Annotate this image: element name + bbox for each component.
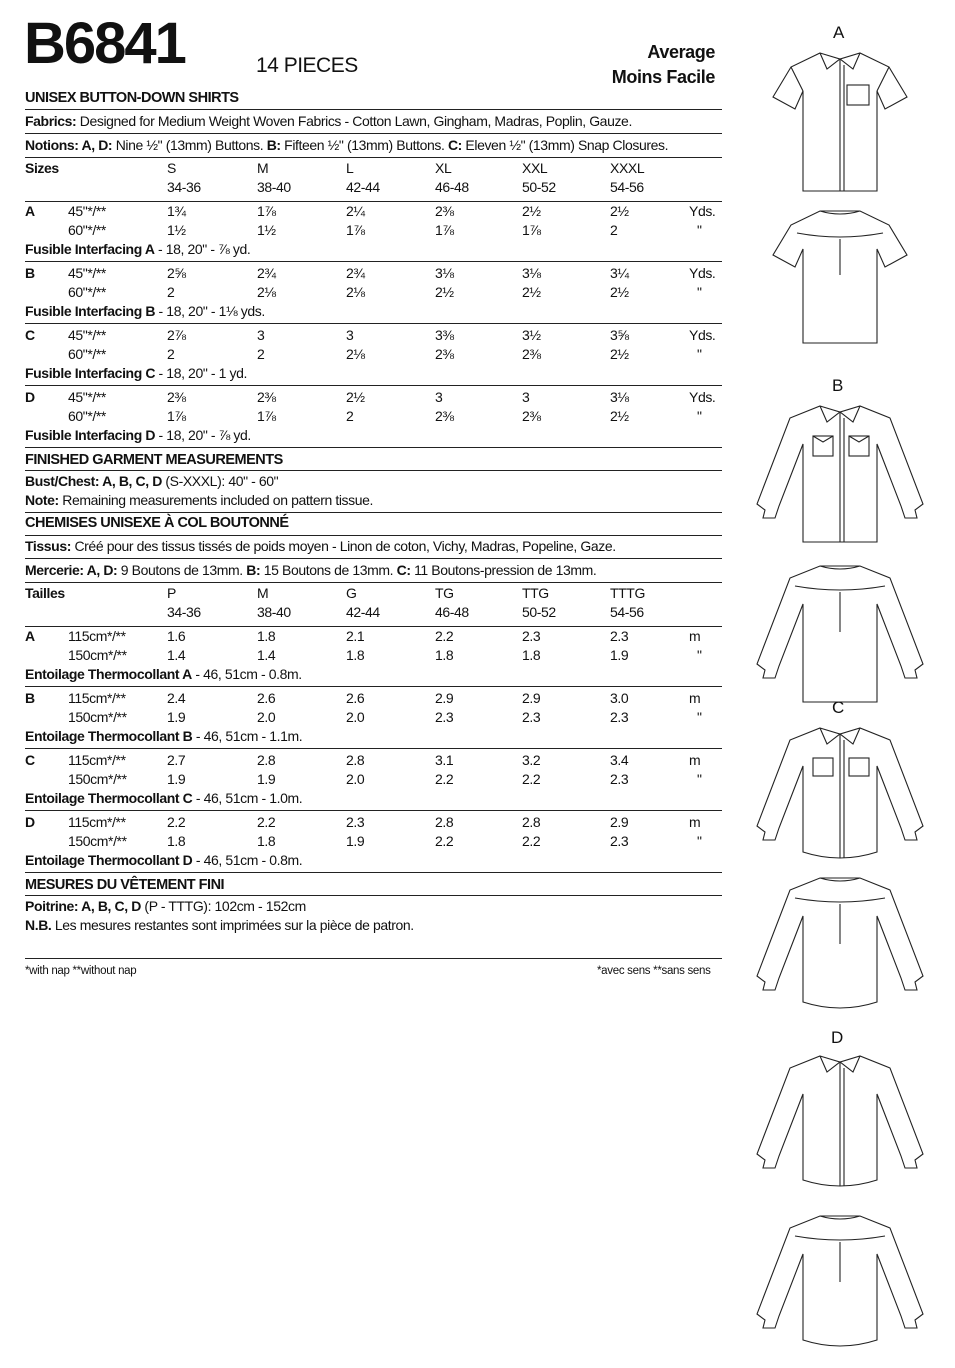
yardage-value: 2½ — [522, 284, 541, 300]
yardage-value: 2⅛ — [346, 284, 365, 300]
yardage-value: 3⅛ — [435, 265, 454, 281]
divider — [25, 512, 722, 513]
divider — [25, 748, 722, 749]
unit-label: m — [689, 814, 701, 830]
view-label-c: C — [832, 698, 845, 717]
yardage-value: 1.6 — [167, 628, 186, 644]
yardage-value: 2.6 — [257, 690, 276, 706]
fabric-width: 115cm*/** — [68, 814, 126, 830]
english-note: Note: Remaining measurements included on pattern tissue. — [25, 492, 374, 508]
yardage-value: 2½ — [522, 203, 541, 219]
unit-ditto: " — [697, 346, 702, 362]
view-c-back-illustration — [745, 872, 935, 1022]
size-range: 54-56 — [610, 604, 644, 620]
yardage-value: 2.8 — [435, 814, 454, 830]
size-header: P — [167, 585, 176, 601]
interfacing-line: Fusible Interfacing C - 18, 20" - 1 yd. — [25, 365, 247, 381]
size-range: 46-48 — [435, 179, 469, 195]
yardage-value: 2 — [610, 222, 618, 238]
yardage-value: 2¾ — [346, 265, 365, 281]
yardage-value: 2⅜ — [167, 389, 186, 405]
yardage-value: 1½ — [257, 222, 276, 238]
yardage-value: 2.3 — [610, 709, 629, 725]
yardage-value: 2.7 — [167, 752, 186, 768]
fabric-width: 60"*/** — [68, 284, 106, 300]
french-bust: Poitrine: A, B, C, D (P - TTTG): 102cm - 152cm — [25, 898, 306, 914]
yardage-value: 3¼ — [610, 265, 629, 281]
yardage-value: 2⅝ — [167, 265, 186, 281]
yardage-value: 3 — [522, 389, 530, 405]
size-header: L — [346, 160, 354, 176]
yardage-value: 2⅜ — [522, 346, 541, 362]
yardage-value: 1⅞ — [257, 203, 276, 219]
unit-label: m — [689, 752, 701, 768]
divider — [25, 157, 722, 158]
english-bust: Bust/Chest: A, B, C, D (S-XXXL): 40" - 60" — [25, 473, 279, 489]
unit-label: m — [689, 628, 701, 644]
yardage-value: 2.0 — [346, 709, 365, 725]
view-b-back-illustration — [745, 560, 935, 710]
yardage-value: 2½ — [610, 346, 629, 362]
yardage-value: 3⅜ — [435, 327, 454, 343]
yardage-value: 1.8 — [346, 647, 365, 663]
yardage-value: 2.2 — [167, 814, 186, 830]
yardage-value: 2.3 — [610, 628, 629, 644]
divider — [25, 958, 722, 959]
yardage-value: 2.2 — [435, 833, 454, 849]
interfacing-line: Fusible Interfacing B - 18, 20" - 1⅛ yds. — [25, 303, 265, 319]
yardage-value: 2.2 — [522, 833, 541, 849]
yardage-value: 2⅜ — [257, 389, 276, 405]
size-range: 38-40 — [257, 179, 291, 195]
interfacing-line: Fusible Interfacing D - 18, 20" - ⅞ yd. — [25, 427, 251, 443]
fabric-width: 150cm*/** — [68, 647, 127, 663]
view-a-back-illustration — [765, 205, 915, 350]
yardage-value: 2⅛ — [257, 284, 276, 300]
view-letter: C — [25, 752, 35, 768]
yardage-value: 2½ — [346, 389, 365, 405]
size-header: S — [167, 160, 176, 176]
yardage-value: 2.0 — [257, 709, 276, 725]
view-d-front-illustration — [745, 1050, 935, 1195]
yardage-value: 3⅛ — [610, 389, 629, 405]
yardage-value: 1¾ — [167, 203, 186, 219]
yardage-value: 2.3 — [346, 814, 365, 830]
divider — [25, 686, 722, 687]
yardage-value: 2.3 — [610, 771, 629, 787]
fabric-width: 60"*/** — [68, 408, 106, 424]
yardage-value: 1.9 — [167, 771, 186, 787]
fabric-width: 45"*/** — [68, 327, 106, 343]
yardage-value: 2½ — [610, 284, 629, 300]
view-letter: B — [25, 690, 35, 706]
english-finished-title: FINISHED GARMENT MEASUREMENTS — [25, 452, 283, 468]
sizes-label: Sizes — [25, 160, 59, 176]
unit-ditto: " — [697, 408, 702, 424]
view-letter: A — [25, 203, 35, 219]
size-header: XXL — [522, 160, 548, 176]
unit-label: Yds. — [689, 327, 716, 343]
fabric-width: 115cm*/** — [68, 690, 126, 706]
difficulty — [612, 40, 715, 90]
divider — [25, 109, 722, 110]
yardage-value: 2.8 — [522, 814, 541, 830]
unit-ditto: " — [697, 647, 702, 663]
size-header: XL — [435, 160, 452, 176]
unit-ditto: " — [697, 222, 702, 238]
fabric-width: 115cm*/** — [68, 628, 126, 644]
fabric-width: 150cm*/** — [68, 709, 127, 725]
yardage-value: 1.4 — [167, 647, 186, 663]
piece-count: 14 PIECES — [256, 54, 358, 77]
size-header: TG — [435, 585, 454, 601]
yardage-value: 2⅛ — [346, 346, 365, 362]
size-range: 54-56 — [610, 179, 644, 195]
divider — [25, 201, 722, 202]
yardage-value: 2½ — [610, 408, 629, 424]
french-finished-title: MESURES DU VÊTEMENT FINI — [25, 877, 225, 893]
size-range: 42-44 — [346, 604, 380, 620]
fabric-width: 150cm*/** — [68, 833, 127, 849]
yardage-value: 2.9 — [610, 814, 629, 830]
size-range: 34-36 — [167, 179, 201, 195]
french-note: N.B. Les mesures restantes sont imprimées sur la pièce de patron. — [25, 917, 414, 933]
size-header: XXXL — [610, 160, 645, 176]
french-notions: Mercerie: A, D: 9 Boutons de 13mm. B: 15 Boutons de 13mm. C: 11 Boutons-pression de 13mm. — [25, 562, 597, 578]
size-range: 42-44 — [346, 179, 380, 195]
yardage-value: 1.9 — [257, 771, 276, 787]
yardage-value: 2⅜ — [435, 203, 454, 219]
yardage-value: 3.1 — [435, 752, 454, 768]
yardage-value: 2.9 — [522, 690, 541, 706]
unit-ditto: " — [697, 284, 702, 300]
english-title: UNISEX BUTTON-DOWN SHIRTS — [25, 90, 239, 106]
yardage-value: 2¾ — [257, 265, 276, 281]
view-label-d: D — [831, 1028, 844, 1047]
divider — [25, 447, 722, 448]
size-header: M — [257, 160, 269, 176]
size-range: 50-52 — [522, 604, 556, 620]
yardage-value: 2.3 — [522, 709, 541, 725]
yardage-value: 1⅞ — [346, 222, 365, 238]
yardage-value: 1.8 — [435, 647, 454, 663]
yardage-value: 2.6 — [346, 690, 365, 706]
view-d-back-illustration — [745, 1210, 935, 1360]
yardage-value: 2.8 — [257, 752, 276, 768]
yardage-value: 2½ — [435, 284, 454, 300]
unit-ditto: " — [697, 833, 702, 849]
unit-label: m — [689, 690, 701, 706]
view-letter: A — [25, 628, 35, 644]
fabric-width: 150cm*/** — [68, 771, 127, 787]
yardage-value: 1⅞ — [522, 222, 541, 238]
yardage-value: 1.9 — [167, 709, 186, 725]
yardage-value: 1.8 — [167, 833, 186, 849]
interfacing-line: Entoilage Thermocollant A - 46, 51cm - 0.8m. — [25, 666, 302, 682]
yardage-value: 3½ — [522, 327, 541, 343]
fabric-width: 60"*/** — [68, 222, 106, 238]
divider — [25, 810, 722, 811]
divider — [25, 872, 722, 873]
size-header: TTTG — [610, 585, 645, 601]
yardage-value: 2 — [346, 408, 354, 424]
divider — [25, 261, 722, 262]
view-letter: D — [25, 389, 35, 405]
yardage-value: 2⅜ — [435, 408, 454, 424]
fabric-width: 45"*/** — [68, 265, 106, 281]
yardage-value: 3⅛ — [522, 265, 541, 281]
yardage-value: 2½ — [610, 203, 629, 219]
difficulty-english: Average — [647, 42, 715, 62]
yardage-value: 2 — [257, 346, 265, 362]
yardage-value: 2.2 — [522, 771, 541, 787]
divider — [25, 582, 722, 583]
divider — [25, 323, 722, 324]
size-range: 46-48 — [435, 604, 469, 620]
difficulty-french: Moins Facile — [611, 67, 715, 87]
yardage-value: 2 — [167, 284, 175, 300]
yardage-value: 2 — [167, 346, 175, 362]
fabric-width: 115cm*/** — [68, 752, 126, 768]
size-header: G — [346, 585, 357, 601]
yardage-value: 1⅞ — [435, 222, 454, 238]
size-header: M — [257, 585, 269, 601]
divider — [25, 626, 722, 627]
yardage-value: 2⅜ — [435, 346, 454, 362]
view-letter: B — [25, 265, 35, 281]
divider — [25, 895, 722, 896]
interfacing-line: Entoilage Thermocollant D - 46, 51cm - 0.8m. — [25, 852, 303, 868]
view-letter: C — [25, 327, 35, 343]
french-fabrics: Tissus: Créé pour des tissus tissés de poids moyen - Linon de coton, Vichy, Madras, Popeline, Gaze. — [25, 538, 616, 554]
view-letter: D — [25, 814, 35, 830]
unit-label: Yds. — [689, 389, 716, 405]
size-range: 50-52 — [522, 179, 556, 195]
yardage-value: 1½ — [167, 222, 186, 238]
fabric-width: 45"*/** — [68, 203, 106, 219]
view-b-front-illustration — [745, 400, 935, 550]
unit-label: Yds. — [689, 265, 716, 281]
yardage-value: 2.1 — [346, 628, 365, 644]
interfacing-line: Entoilage Thermocollant B - 46, 51cm - 1.1m. — [25, 728, 303, 744]
yardage-value: 1.9 — [610, 647, 629, 663]
view-label-b: B — [832, 376, 844, 395]
yardage-value: 2.4 — [167, 690, 186, 706]
french-title: CHEMISES UNISEXE À COL BOUTONNÉ — [25, 515, 289, 531]
divider — [25, 470, 722, 471]
yardage-value: 2.2 — [435, 771, 454, 787]
yardage-value: 2.8 — [346, 752, 365, 768]
footnote-french: *avec sens **sans sens — [597, 965, 711, 977]
yardage-value: 2.3 — [522, 628, 541, 644]
yardage-value: 2.2 — [257, 814, 276, 830]
yardage-value: 3⅝ — [610, 327, 629, 343]
yardage-value: 2.9 — [435, 690, 454, 706]
divider — [25, 535, 722, 536]
divider — [25, 133, 722, 134]
yardage-value: 2¼ — [346, 203, 365, 219]
yardage-value: 3.4 — [610, 752, 629, 768]
yardage-value: 2.2 — [435, 628, 454, 644]
yardage-value: 2⅞ — [167, 327, 186, 343]
yardage-value: 3.0 — [610, 690, 629, 706]
yardage-value: 1⅞ — [257, 408, 276, 424]
divider — [25, 385, 722, 386]
yardage-value: 1.8 — [257, 628, 276, 644]
view-c-front-illustration — [745, 722, 935, 867]
yardage-value: 3 — [435, 389, 443, 405]
sizes-label: Tailles — [25, 585, 65, 601]
yardage-value: 1.8 — [522, 647, 541, 663]
yardage-value: 2.3 — [610, 833, 629, 849]
pattern-number: B6841 — [24, 11, 185, 76]
yardage-value: 2.3 — [435, 709, 454, 725]
yardage-value: 3.2 — [522, 752, 541, 768]
yardage-value: 2.0 — [346, 771, 365, 787]
english-fabrics: Fabrics: Designed for Medium Weight Woven Fabrics - Cotton Lawn, Gingham, Madras, Poplin, Gauze. — [25, 113, 632, 129]
yardage-value: 1.9 — [346, 833, 365, 849]
yardage-value: 1.8 — [257, 833, 276, 849]
english-notions: Notions: A, D: Nine ½" (13mm) Buttons. B: Fifteen ½" (13mm) Buttons. C: Eleven ½" (13mm) Snap Closures. — [25, 137, 669, 153]
fabric-width: 45"*/** — [68, 389, 106, 405]
view-label-a: A — [833, 23, 845, 42]
yardage-value: 1⅞ — [167, 408, 186, 424]
size-range: 38-40 — [257, 604, 291, 620]
divider — [25, 558, 722, 559]
footnote-english: *with nap **without nap — [25, 965, 137, 977]
interfacing-line: Fusible Interfacing A - 18, 20" - ⅞ yd. — [25, 241, 251, 257]
unit-label: Yds. — [689, 203, 716, 219]
yardage-value: 2⅜ — [522, 408, 541, 424]
yardage-value: 3 — [257, 327, 265, 343]
fabric-width: 60"*/** — [68, 346, 106, 362]
yardage-value: 1.4 — [257, 647, 276, 663]
unit-ditto: " — [697, 709, 702, 725]
size-header: TTG — [522, 585, 549, 601]
view-a-front-illustration — [765, 45, 915, 195]
yardage-value: 3 — [346, 327, 354, 343]
interfacing-line: Entoilage Thermocollant C - 46, 51cm - 1.0m. — [25, 790, 303, 806]
size-range: 34-36 — [167, 604, 201, 620]
unit-ditto: " — [697, 771, 702, 787]
